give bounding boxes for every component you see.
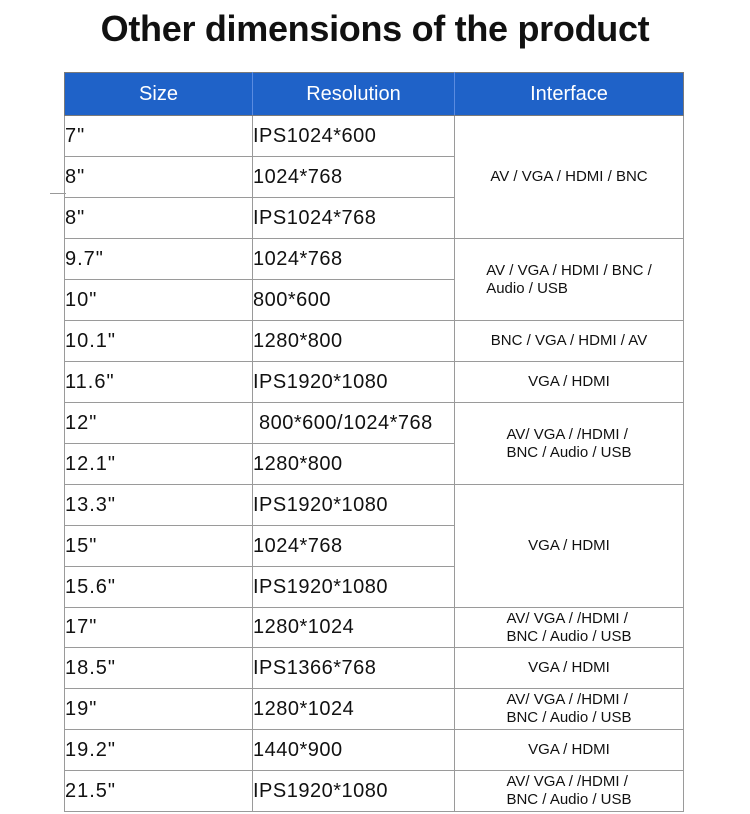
interface-line: BNC / Audio / USB	[506, 709, 632, 726]
interface-text	[490, 168, 647, 186]
resolution-cell: 1024*768	[253, 239, 455, 280]
size-cell: 10.1"	[65, 321, 253, 362]
interface-cell	[455, 403, 684, 485]
interface-line: AV/ VGA / /HDMI /	[506, 691, 628, 708]
resolution-cell: 1280*800	[253, 321, 455, 362]
header-resolution: Resolution	[253, 73, 455, 116]
size-cell: 12.1"	[65, 444, 253, 485]
table-row	[65, 362, 684, 403]
size-cell: 9.7"	[65, 239, 253, 280]
resolution-cell: 1024*768	[253, 526, 455, 567]
interface-text	[506, 691, 631, 727]
interface-line: VGA / HDMI	[528, 659, 610, 676]
size-cell: 12"	[65, 403, 253, 444]
resolution-cell: 1280*1024	[253, 689, 455, 730]
interface-cell	[455, 648, 684, 689]
interface-text	[528, 373, 610, 391]
size-cell: 17"	[65, 608, 253, 648]
resolution-cell: 1024*768	[253, 157, 455, 198]
size-cell: 15"	[65, 526, 253, 567]
interface-cell	[455, 689, 684, 730]
interface-line: AV/ VGA / /HDMI /	[506, 773, 628, 790]
table-row	[65, 648, 684, 689]
interface-line: BNC / Audio / USB	[506, 627, 632, 645]
size-cell: 19.2"	[65, 730, 253, 771]
resolution-cell: 800*600	[253, 280, 455, 321]
interface-line: BNC / VGA / HDMI / AV	[490, 332, 648, 349]
table-row	[65, 116, 684, 157]
table-row	[65, 771, 684, 812]
size-cell: 8"	[65, 157, 253, 198]
interface-cell	[455, 608, 684, 648]
interface-text	[506, 426, 631, 462]
table-header-row	[65, 73, 684, 116]
table-row	[65, 239, 684, 280]
size-cell: 7"	[65, 116, 253, 157]
table-body	[65, 116, 684, 812]
size-cell: 8"	[65, 198, 253, 239]
table-row	[65, 403, 684, 444]
table-row	[65, 608, 684, 648]
interface-line: Audio / USB	[486, 279, 568, 297]
resolution-cell: IPS1024*600	[253, 116, 455, 157]
interface-line: AV/ VGA / /HDMI /	[506, 609, 628, 627]
interface-cell	[455, 116, 684, 239]
interface-line: AV / VGA / HDMI / BNC /	[486, 261, 652, 279]
resolution-cell: 800*600/1024*768	[253, 403, 455, 444]
size-cell: 11.6"	[65, 362, 253, 403]
size-cell: 13.3"	[65, 485, 253, 526]
interface-text	[506, 773, 631, 809]
interface-line: VGA / HDMI	[528, 537, 610, 554]
resolution-cell: IPS1366*768	[253, 648, 455, 689]
resolution-cell: 1440*900	[253, 730, 455, 771]
interface-cell	[455, 239, 684, 321]
interface-cell	[455, 730, 684, 771]
resolution-cell: 1280*800	[253, 444, 455, 485]
table-row	[65, 689, 684, 730]
interface-text	[506, 610, 631, 646]
size-cell: 19"	[65, 689, 253, 730]
size-cell: 10"	[65, 280, 253, 321]
product-dimensions-table	[64, 72, 684, 812]
interface-line: VGA / HDMI	[528, 373, 610, 390]
table-row	[65, 485, 684, 526]
interface-line: AV / VGA / HDMI / BNC	[490, 168, 648, 185]
header-size: Size	[65, 73, 253, 116]
interface-text	[491, 332, 647, 350]
table-row	[65, 321, 684, 362]
size-cell: 21.5"	[65, 771, 253, 812]
interface-cell	[455, 362, 684, 403]
interface-cell	[455, 485, 684, 608]
interface-cell	[455, 321, 684, 362]
interface-text	[528, 741, 610, 759]
resolution-cell: IPS1024*768	[253, 198, 455, 239]
size-cell: 15.6"	[65, 567, 253, 608]
size-cell: 18.5"	[65, 648, 253, 689]
interface-text	[528, 537, 610, 555]
resolution-cell: IPS1920*1080	[253, 485, 455, 526]
resolution-cell: IPS1920*1080	[253, 567, 455, 608]
resolution-cell: 1280*1024	[253, 608, 455, 648]
table-row	[65, 730, 684, 771]
header-interface: Interface	[455, 73, 684, 116]
interface-line: VGA / HDMI	[528, 741, 610, 758]
resolution-cell: IPS1920*1080	[253, 362, 455, 403]
page-title: Other dimensions of the product	[100, 8, 650, 49]
interface-text	[486, 262, 652, 298]
resolution-cell: IPS1920*1080	[253, 771, 455, 812]
interface-line: BNC / Audio / USB	[506, 443, 632, 461]
interface-text	[528, 659, 610, 677]
interface-line: BNC / Audio / USB	[506, 791, 632, 808]
interface-cell	[455, 771, 684, 812]
interface-line: AV/ VGA / /HDMI /	[506, 425, 628, 443]
